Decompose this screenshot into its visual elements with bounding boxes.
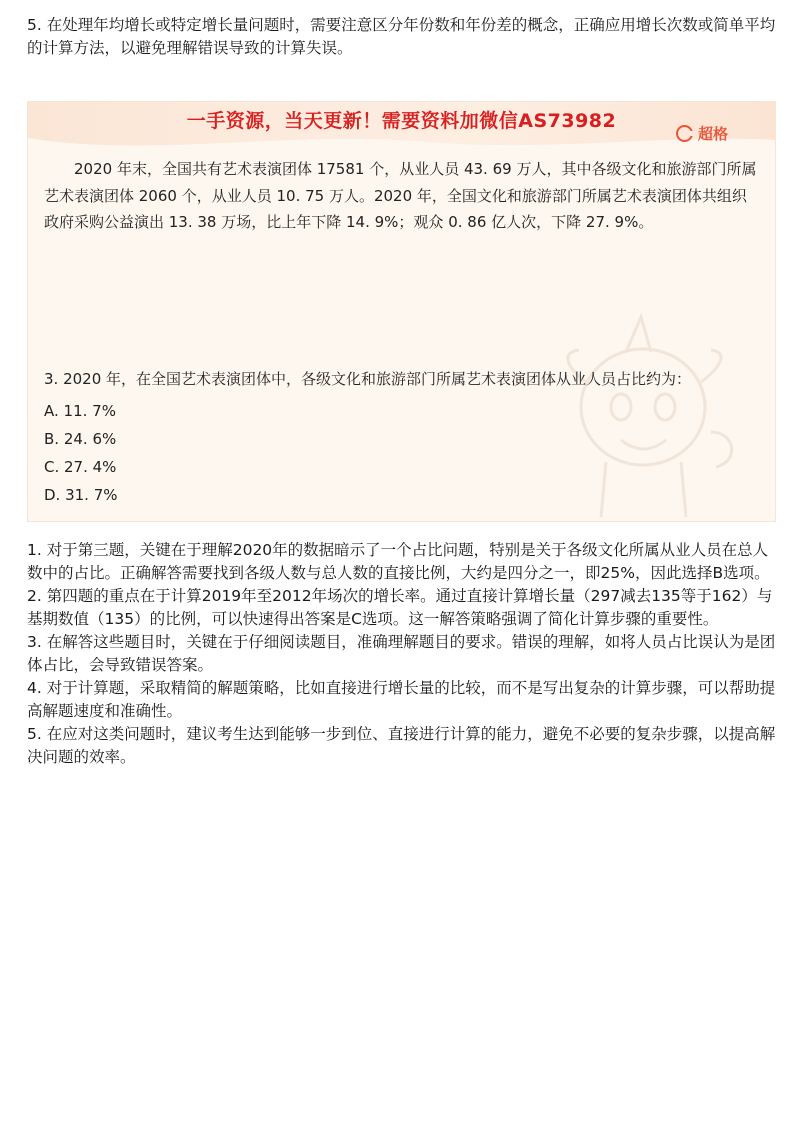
option-a: A. 11. 7% [44,402,116,420]
unicorn-mascot-watermark-icon [551,312,741,522]
option-b: B. 24. 6% [44,430,117,448]
question-text: 3. 2020 年，在全国艺术表演团体中，各级文化和旅游部门所属艺术表演团体从业人员占比约为： [44,370,692,388]
analysis-point-4: 4. 对于计算题，采取精简的解题策略，比如直接进行增长量的比较，而不是写出复杂的计算步骤，可以帮助提高解题速度和准确性。 [27,679,776,720]
analysis-point-3: 3. 在解答这些题目时，关键在于仔细阅读题目，准确理解题目的要求。错误的理解，如将人员占比误认为是团体占比，会导致错误答案。 [27,633,776,674]
option-d: D. 31. 7% [44,486,118,504]
banner-title: 一手资源，当天更新！需要资料加微信AS73982 [186,110,617,132]
brand-g-icon [676,125,693,142]
analysis-point-2: 2. 第四题的重点在于计算2019年至2012年场次的增长率。通过直接计算增长量（297减去135等于162）与基期数值（135）的比例，可以快速得出答案是C选项。这一解答策略强调了简化计算步骤的重要性。 [27,587,773,628]
option-c: C. 27. 4% [44,458,117,476]
brand-logo-group [676,123,728,144]
question-card-image [27,101,776,522]
passage-text: 2020 年末，全国共有艺术表演团体 17581 个，从业人员 43. 69 万人，其中各级文化和旅游部门所属艺术表演团体 2060 个，从业人员 10. 75 万人。2020 年，全国文化和旅游部门所属艺术表演团体共组织政府采购公益演出 13. 38 万场，比上年下降 14. 9%；观众 0. 86 亿人次，下降 27. 9%。 [44,160,757,231]
analysis-section [27,539,777,769]
analysis-point-1: 1. 对于第三题，关键在于理解2020年的数据暗示了一个占比问题，特别是关于各级文化所属从业人员在总人数中的占比。正确解答需要找到各级人数与总人数的直接比例，大约是四分之一，即25%，因此选择B选项。 [27,541,770,582]
top-paragraph: 5. 在处理年均增长或特定增长量问题时，需要注意区分年份数和年份差的概念，正确应用增长次数或简单平均的计算方法，以避免理解错误导致的计算失误。 [27,16,776,57]
analysis-point-5: 5. 在应对这类问题时，建议考生达到能够一步到位、直接进行计算的能力，避免不必要的复杂步骤，以提高解决问题的效率。 [27,725,776,766]
card-banner [28,102,775,146]
brand-name: 超格 [697,125,728,143]
answer-options [44,397,118,509]
